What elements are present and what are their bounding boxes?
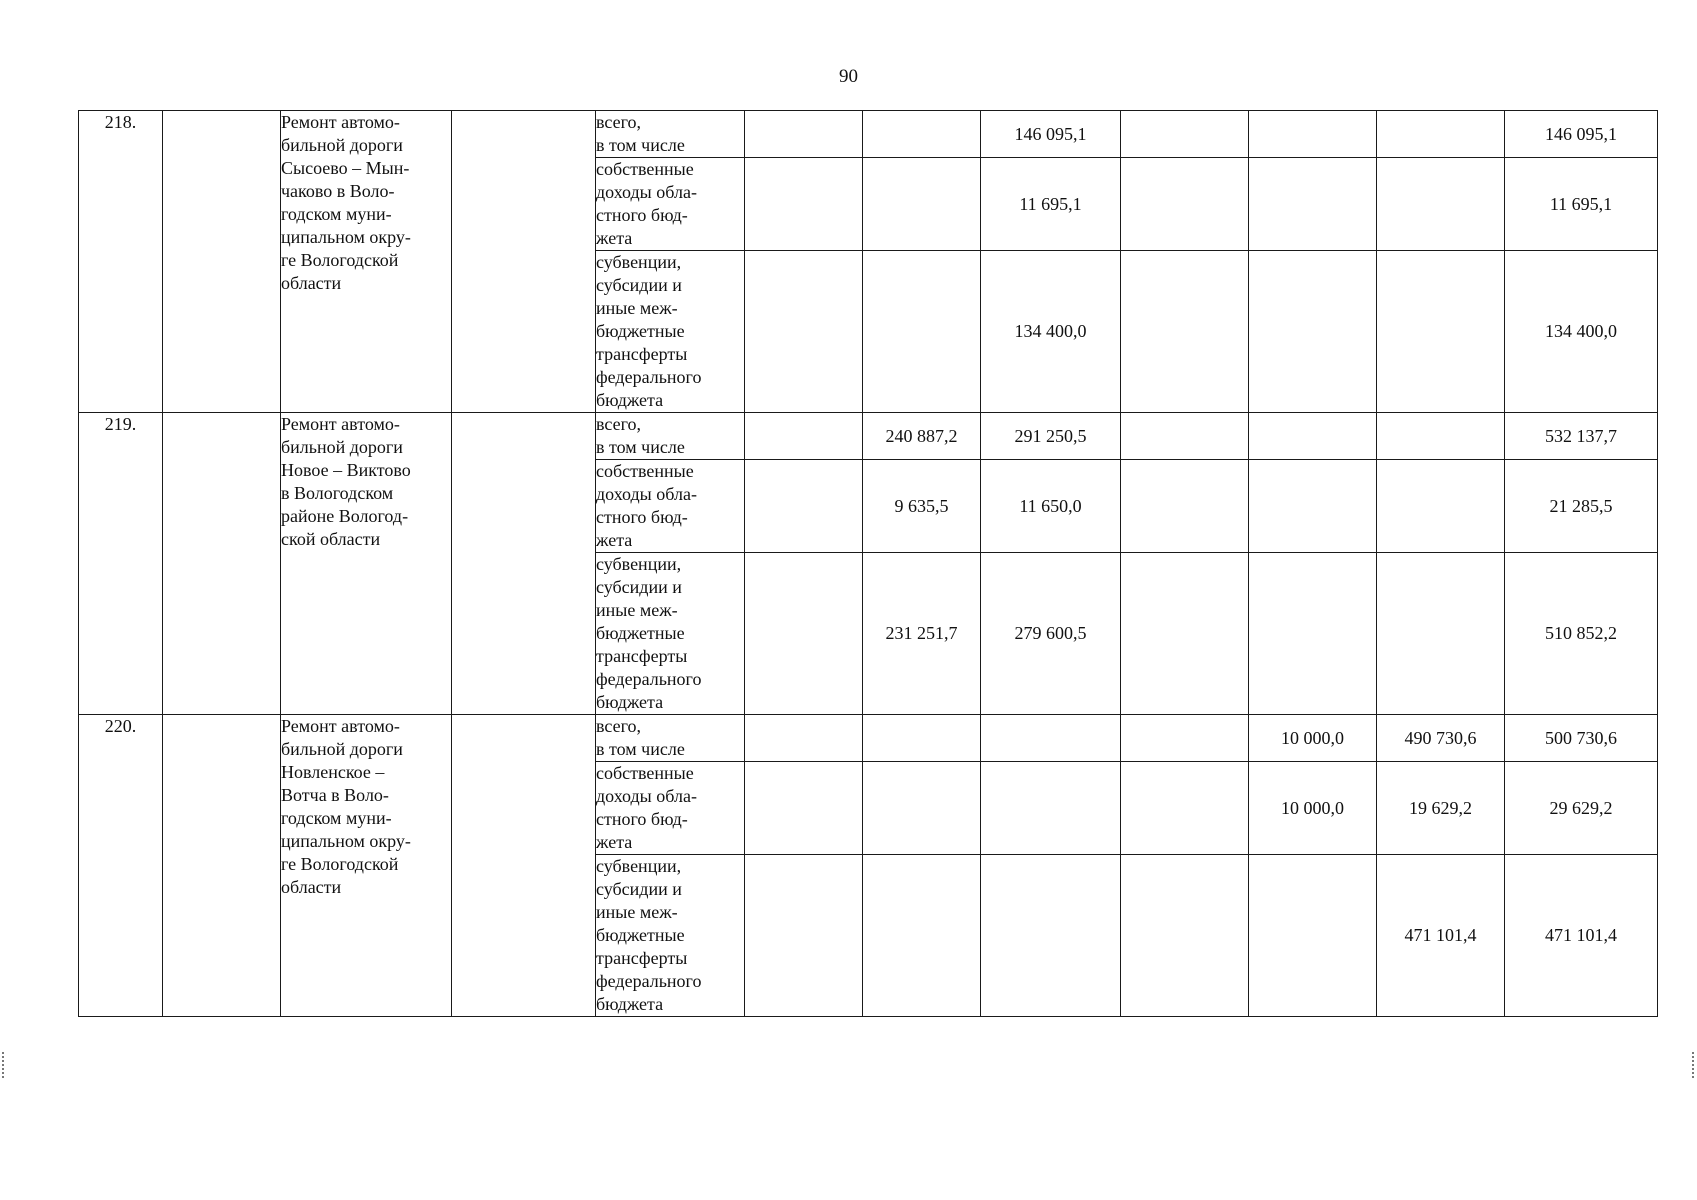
total-cell: 510 852,2	[1505, 553, 1658, 715]
project-name	[281, 715, 452, 1017]
empty-cell	[452, 413, 596, 715]
funding-source	[596, 460, 745, 553]
amount-cell	[1249, 460, 1377, 553]
amount-cell: 471 101,4	[1377, 855, 1505, 1017]
empty-cell	[452, 715, 596, 1017]
amount-cell: 9 635,5	[863, 460, 981, 553]
row-number: 218.	[79, 111, 163, 413]
row-number: 219.	[79, 413, 163, 715]
amount-cell	[863, 251, 981, 413]
amount-cell	[745, 715, 863, 762]
funding-source	[596, 855, 745, 1017]
amount-cell	[1377, 111, 1505, 158]
amount-cell	[1377, 251, 1505, 413]
scan-edge-mark-right	[1692, 1052, 1696, 1078]
funding-source-label: собственные доходы обла- стного бюд- жета	[596, 763, 697, 852]
table-row	[79, 715, 1658, 762]
amount-cell	[1377, 158, 1505, 251]
amount-cell	[745, 855, 863, 1017]
funding-source-label: собственные доходы обла- стного бюд- жета	[596, 159, 697, 248]
scan-edge-mark-left	[2, 1052, 6, 1078]
funding-source	[596, 111, 745, 158]
funding-source	[596, 158, 745, 251]
amount-cell	[1121, 460, 1249, 553]
amount-cell	[863, 158, 981, 251]
budget-table	[78, 110, 1658, 1017]
amount-cell	[1121, 855, 1249, 1017]
amount-cell	[745, 460, 863, 553]
amount-cell	[863, 855, 981, 1017]
amount-cell: 240 887,2	[863, 413, 981, 460]
project-name-text: Ремонт автомо- бильной дороги Новое – Виктово в Вологодском районе Вологод- ской области	[281, 414, 411, 549]
project-name-text: Ремонт автомо- бильной дороги Новленское – Вотча в Воло- годском муни- ципальном окру- ге Вологодской области	[281, 716, 411, 897]
amount-cell	[981, 762, 1121, 855]
amount-cell	[1249, 158, 1377, 251]
amount-cell	[1377, 413, 1505, 460]
row-number: 220.	[79, 715, 163, 1017]
funding-source-label: собственные доходы обла- стного бюд- жета	[596, 461, 697, 550]
total-cell: 11 695,1	[1505, 158, 1658, 251]
amount-cell: 279 600,5	[981, 553, 1121, 715]
funding-source-label: субвенции, субсидии и иные меж- бюджетные трансферты федерального бюджета	[596, 554, 702, 712]
project-name-text: Ремонт автомо- бильной дороги Сысоево – Мын- чаково в Воло- годском муни- ципальном окру- ге Вологодской области	[281, 112, 411, 293]
amount-cell	[863, 762, 981, 855]
total-cell: 532 137,7	[1505, 413, 1658, 460]
amount-cell: 10 000,0	[1249, 715, 1377, 762]
amount-cell	[1121, 715, 1249, 762]
amount-cell	[981, 855, 1121, 1017]
amount-cell	[1377, 553, 1505, 715]
funding-source	[596, 251, 745, 413]
project-name	[281, 413, 452, 715]
funding-source	[596, 715, 745, 762]
amount-cell	[745, 111, 863, 158]
funding-source-label: субвенции, субсидии и иные меж- бюджетные трансферты федерального бюджета	[596, 856, 702, 1014]
amount-cell	[1121, 111, 1249, 158]
amount-cell	[745, 762, 863, 855]
amount-cell: 11 650,0	[981, 460, 1121, 553]
table-row	[79, 111, 1658, 158]
amount-cell	[863, 715, 981, 762]
total-cell: 146 095,1	[1505, 111, 1658, 158]
amount-cell	[1121, 762, 1249, 855]
total-cell: 500 730,6	[1505, 715, 1658, 762]
amount-cell	[1249, 855, 1377, 1017]
funding-source-label: всего, в том числе	[596, 716, 685, 759]
amount-cell: 146 095,1	[981, 111, 1121, 158]
total-cell: 471 101,4	[1505, 855, 1658, 1017]
amount-cell	[1121, 251, 1249, 413]
amount-cell: 11 695,1	[981, 158, 1121, 251]
funding-source-label: всего, в том числе	[596, 414, 685, 457]
amount-cell: 231 251,7	[863, 553, 981, 715]
funding-source	[596, 413, 745, 460]
amount-cell	[981, 715, 1121, 762]
amount-cell	[745, 413, 863, 460]
empty-cell	[163, 111, 281, 413]
amount-cell	[863, 111, 981, 158]
amount-cell	[1249, 111, 1377, 158]
amount-cell	[1249, 251, 1377, 413]
project-name	[281, 111, 452, 413]
amount-cell	[1249, 413, 1377, 460]
funding-source	[596, 553, 745, 715]
funding-source-label: всего, в том числе	[596, 112, 685, 155]
total-cell: 21 285,5	[1505, 460, 1658, 553]
amount-cell: 10 000,0	[1249, 762, 1377, 855]
amount-cell	[1249, 553, 1377, 715]
amount-cell	[745, 553, 863, 715]
funding-source-label: субвенции, субсидии и иные меж- бюджетные трансферты федерального бюджета	[596, 252, 702, 410]
amount-cell: 134 400,0	[981, 251, 1121, 413]
amount-cell: 19 629,2	[1377, 762, 1505, 855]
amount-cell	[745, 251, 863, 413]
amount-cell: 291 250,5	[981, 413, 1121, 460]
amount-cell: 490 730,6	[1377, 715, 1505, 762]
empty-cell	[163, 715, 281, 1017]
amount-cell	[1121, 553, 1249, 715]
amount-cell	[1121, 413, 1249, 460]
empty-cell	[163, 413, 281, 715]
amount-cell	[1121, 158, 1249, 251]
page-number: 90	[839, 66, 858, 87]
table-row	[79, 413, 1658, 460]
empty-cell	[452, 111, 596, 413]
amount-cell	[745, 158, 863, 251]
amount-cell	[1377, 460, 1505, 553]
total-cell: 29 629,2	[1505, 762, 1658, 855]
total-cell: 134 400,0	[1505, 251, 1658, 413]
funding-source	[596, 762, 745, 855]
